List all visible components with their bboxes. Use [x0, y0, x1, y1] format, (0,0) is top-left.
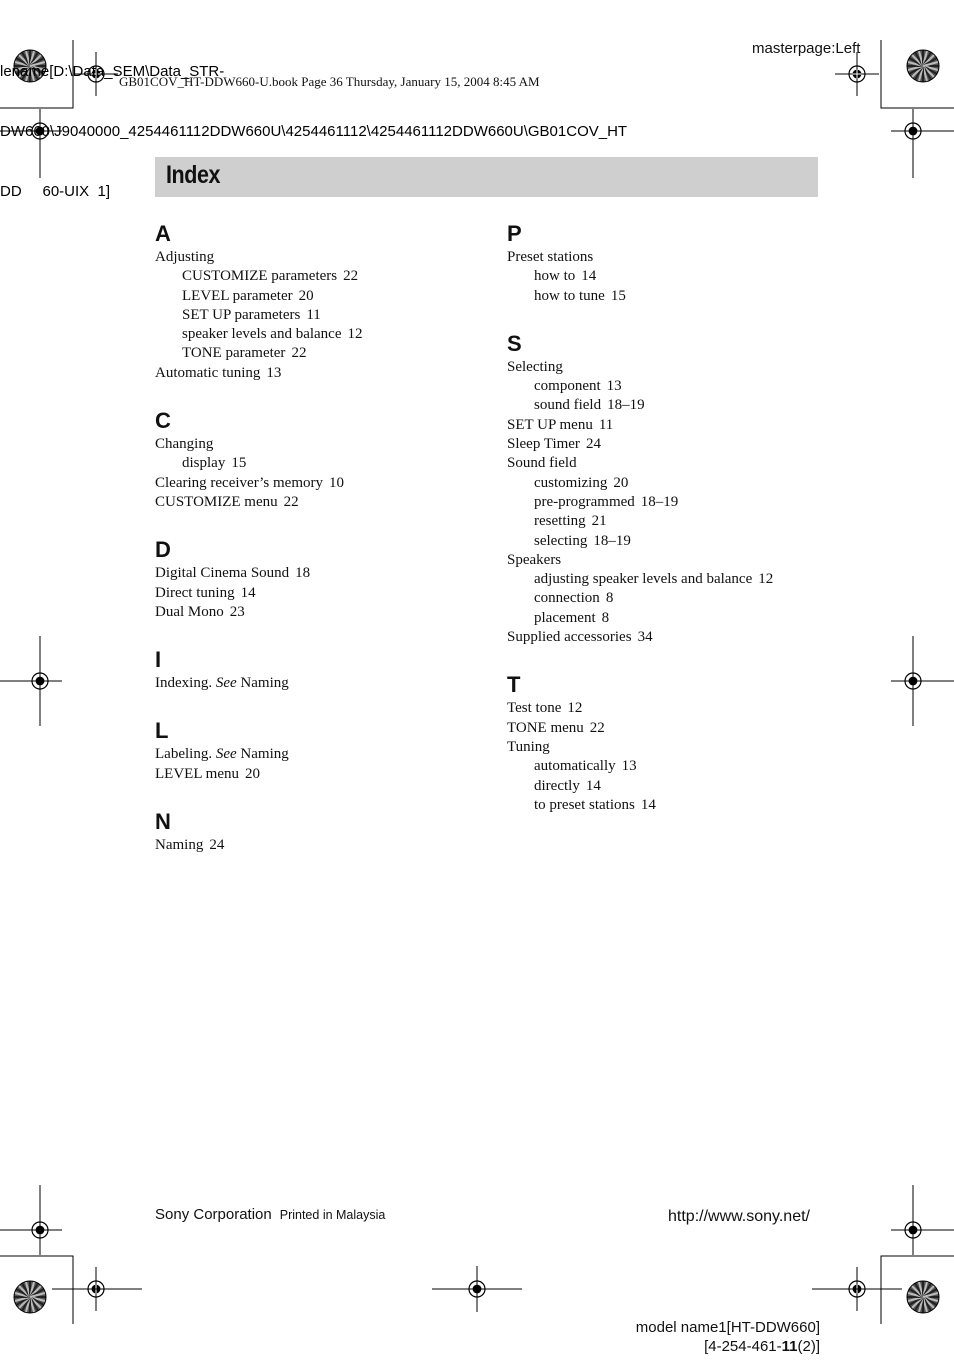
- entry-text: LEVEL parameter: [182, 287, 293, 304]
- index-column-right: [507, 222, 837, 841]
- page-number: 18–19: [607, 397, 645, 414]
- footer-company: [155, 1206, 385, 1223]
- entry-text: Supplied accessories: [507, 629, 632, 646]
- filename-line-1: lename[D:\Data_SEM\Data_STR-: [0, 63, 225, 80]
- entry-text: Selecting: [507, 358, 563, 375]
- entry-text: SET UP parameters: [182, 306, 301, 323]
- index-title-bar: [155, 157, 818, 197]
- index-entry: [507, 416, 837, 435]
- see-target: Naming: [240, 746, 289, 763]
- index-section: [155, 648, 485, 693]
- index-section: [507, 332, 837, 647]
- entry-text: automatically: [534, 758, 616, 775]
- printed-in: Printed in Malaysia: [279, 1208, 386, 1222]
- entry-text: how to: [534, 268, 576, 285]
- index-entry: [507, 551, 837, 570]
- part-code: [4-254-461-11(2)]: [704, 1338, 820, 1355]
- section-letter: N: [155, 809, 171, 835]
- index-section: [155, 538, 485, 622]
- entry-text: Automatic tuning: [155, 364, 261, 381]
- index-subentry: [507, 474, 837, 493]
- index-section: [155, 719, 485, 784]
- entry-text: placement: [534, 609, 596, 626]
- entry-text: to preset stations: [534, 796, 635, 813]
- section-letter: I: [155, 647, 162, 673]
- index-subentry: [507, 493, 837, 512]
- index-entry: [155, 564, 485, 583]
- entry-text: pre-programmed: [534, 493, 635, 510]
- entry-text: Indexing.: [155, 675, 213, 692]
- masterpage-label: masterpage:Left: [752, 40, 861, 57]
- entry-text: Naming: [155, 837, 204, 854]
- entry-text: speaker levels and balance: [182, 326, 342, 343]
- index-entry: [507, 358, 837, 377]
- page-number: 14: [240, 584, 256, 601]
- page-number: 12: [567, 700, 583, 717]
- page-number: 18–19: [593, 532, 631, 549]
- index-subentry: [507, 396, 837, 415]
- entry-text: directly: [534, 777, 580, 794]
- index-subentry: [507, 287, 837, 306]
- entry-text: LEVEL menu: [155, 765, 240, 782]
- index-section: [155, 810, 485, 855]
- index-subentry: [507, 796, 837, 815]
- index-entry: [155, 674, 485, 693]
- page-number: 14: [585, 777, 601, 794]
- filename-line-3: DD 60-UIX 1]: [0, 183, 111, 200]
- entry-text: TONE parameter: [182, 345, 286, 362]
- entry-text: how to tune: [534, 287, 605, 304]
- page-number: 22: [343, 268, 359, 285]
- page-number: 10: [329, 474, 344, 491]
- index-entry: [155, 364, 485, 383]
- index-section: [507, 673, 837, 815]
- index-subentry: [507, 589, 837, 608]
- entry-text: selecting: [534, 532, 588, 549]
- index-subentry: [155, 267, 485, 286]
- index-entry: [155, 435, 485, 454]
- entry-text: Digital Cinema Sound: [155, 565, 290, 582]
- index-entry: [507, 699, 837, 718]
- entry-text: Test tone: [507, 700, 562, 717]
- entry-text: display: [182, 455, 226, 472]
- index-subentry: [507, 377, 837, 396]
- section-letter: T: [507, 672, 521, 698]
- page-number: 13: [266, 364, 282, 381]
- index-entry: [155, 248, 485, 267]
- entry-text: Sound field: [507, 455, 577, 472]
- model-info: [636, 1318, 820, 1356]
- page-number: 14: [581, 268, 597, 285]
- index-entry: [155, 836, 485, 855]
- section-letter: A: [155, 221, 171, 246]
- book-info-line: GB01COV_HT-DDW660-U.book Page 36 Thursday, January 15, 2004 8:45 AM: [119, 74, 540, 89]
- entry-text: Sleep Timer: [507, 436, 580, 453]
- entry-text: sound field: [534, 397, 602, 414]
- page-number: 13: [606, 378, 622, 395]
- section-letter: S: [507, 330, 522, 356]
- see-target: Naming: [240, 675, 289, 692]
- entry-text: resetting: [534, 513, 586, 530]
- page-number: 11: [306, 306, 321, 323]
- index-entry: [507, 738, 837, 757]
- index-entry: [155, 603, 485, 622]
- page-number: 34: [637, 629, 653, 646]
- index-subentry: [507, 532, 837, 551]
- index-entry: [507, 454, 837, 473]
- index-entry: [507, 628, 837, 647]
- page-number: 15: [231, 455, 247, 472]
- index-subentry: [507, 777, 837, 796]
- page-number: 12: [758, 571, 774, 588]
- index-entry: [155, 474, 485, 493]
- page-number: 18–19: [640, 493, 679, 510]
- see-reference: See: [215, 746, 237, 763]
- entry-text: customizing: [534, 474, 608, 491]
- index-subentry: [155, 325, 485, 344]
- page-number: 22: [291, 345, 307, 362]
- index-subentry: [507, 512, 837, 531]
- index-subentry: [507, 570, 837, 589]
- index-entry: [155, 493, 485, 512]
- page-number: 18: [295, 565, 311, 582]
- index-entry: [155, 765, 485, 784]
- section-letter: D: [155, 537, 171, 563]
- website-url[interactable]: http://www.sony.net/: [668, 1208, 810, 1225]
- page-number: 24: [209, 837, 225, 854]
- page-number: 14: [640, 796, 656, 813]
- index-entry: [507, 248, 837, 267]
- entry-text: Adjusting: [155, 249, 215, 265]
- entry-text: TONE menu: [507, 719, 584, 736]
- page-number: 24: [585, 436, 601, 453]
- page-number: 13: [621, 758, 637, 775]
- entry-text: Labeling.: [155, 746, 213, 763]
- entry-text: Dual Mono: [155, 603, 224, 620]
- entry-text: Speakers: [507, 551, 562, 568]
- index-subentry: [155, 306, 485, 325]
- page-number: 12: [347, 326, 363, 343]
- index-entry: [155, 584, 485, 603]
- model-name: model name1[HT-DDW660]: [635, 1319, 820, 1336]
- index-subentry: [155, 454, 485, 473]
- section-letter: C: [155, 408, 171, 434]
- entry-text: SET UP menu: [507, 416, 593, 433]
- page-number: 20: [613, 474, 629, 491]
- entry-text: CUSTOMIZE parameters: [182, 268, 338, 285]
- see-reference: See: [215, 675, 237, 692]
- section-letter: L: [155, 718, 169, 744]
- page-number: 8: [601, 609, 610, 626]
- section-letter: P: [507, 221, 522, 246]
- page-number: 11: [598, 416, 614, 433]
- entry-text: component: [534, 378, 601, 395]
- entry-text: connection: [534, 590, 600, 607]
- company-name: Sony Corporation: [155, 1206, 272, 1223]
- entry-text: Changing: [155, 436, 214, 453]
- entry-text: Tuning: [507, 738, 550, 755]
- entry-text: adjusting speaker levels and balance: [534, 571, 753, 588]
- page-number: 20: [245, 765, 261, 782]
- index-section: [155, 409, 485, 512]
- page-number: 22: [589, 719, 605, 736]
- index-entry: [155, 745, 485, 764]
- index-subentry: [507, 267, 837, 286]
- page-number: 23: [229, 603, 245, 620]
- page-number: 8: [605, 590, 614, 607]
- index-subentry: [155, 287, 485, 306]
- page-number: 20: [298, 287, 314, 304]
- page-title: Index: [166, 161, 221, 189]
- index-section: [507, 222, 837, 306]
- entry-text: Preset stations: [507, 249, 594, 265]
- index-subentry: [507, 757, 837, 776]
- index-subentry: [507, 609, 837, 628]
- index-entry: [507, 435, 837, 454]
- index-column-left: [155, 222, 485, 881]
- entry-text: Direct tuning: [155, 584, 235, 601]
- index-subentry: [155, 344, 485, 363]
- index-section: [155, 222, 485, 383]
- entry-text: CUSTOMIZE menu: [155, 493, 278, 510]
- page-number: 21: [591, 513, 607, 530]
- entry-text: Clearing receiver’s memory: [155, 474, 323, 491]
- filename-line-2: DW660\J9040000_4254461112DDW660U\4254461112\4254461112DDW660U\GB01COV_HT: [0, 123, 628, 140]
- page-number: 15: [610, 287, 626, 304]
- index-entry: [507, 719, 837, 738]
- page-number: 22: [283, 493, 299, 510]
